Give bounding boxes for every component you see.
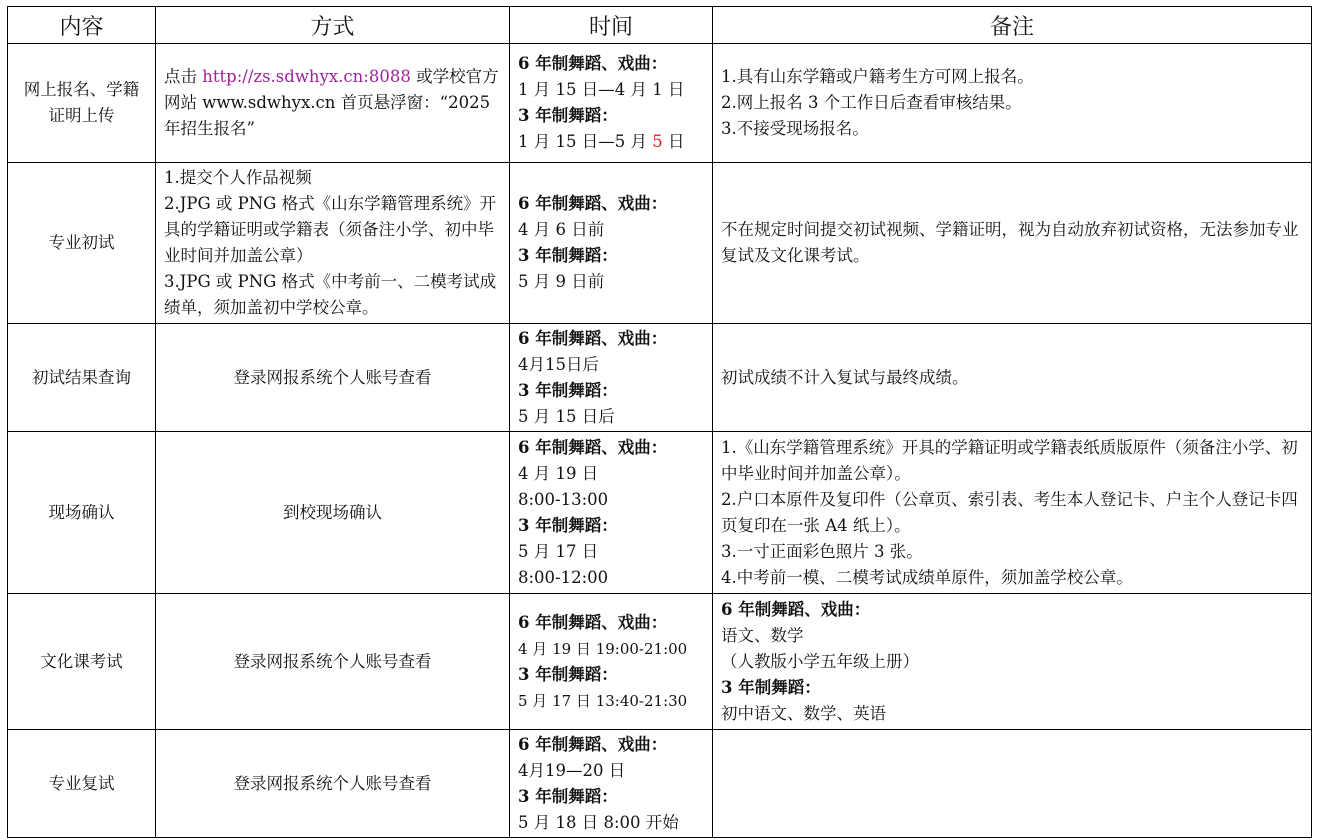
- table-row: [8, 594, 1312, 730]
- time-heading-3yr: 3 年制舞蹈：: [518, 246, 618, 265]
- row-notes: [713, 432, 1312, 594]
- highlight-date: 5: [652, 132, 663, 151]
- time-value-6yr: 4 月 19 日 19:00-21:00: [518, 639, 688, 658]
- row-time: [510, 163, 713, 324]
- time-range-3yr: 8:00-12:00: [518, 567, 609, 587]
- time-value-3yr-b: 日: [667, 132, 685, 151]
- row-item-label: 文化课考试: [8, 594, 156, 730]
- row-time: [510, 594, 713, 730]
- time-heading-3yr: 3 年制舞蹈：: [518, 664, 618, 684]
- note-line: 3.不接受现场报名。: [721, 119, 869, 138]
- time-heading-6yr: 6 年制舞蹈、戏曲：: [518, 194, 668, 213]
- time-value-3yr: 5 月 9 日前: [518, 272, 605, 291]
- method-line: 2.JPG 或 PNG 格式《山东学籍管理系统》开具的学籍证明或学籍表（须备注小学、初中毕业时间并加盖公章）: [164, 194, 497, 265]
- note-line: 3.一寸正面彩色照片 3 张。: [721, 541, 923, 561]
- time-value-3yr: 5 月 17 日 13:40-21:30: [518, 691, 688, 710]
- header-item: 内容: [8, 7, 156, 44]
- note-line: 1.《山东学籍管理系统》开具的学籍证明或学籍表纸质版原件（须备注小学、初中毕业时间并加盖公章）。: [721, 437, 1298, 483]
- time-value-6yr: 1 月 15 日—4 月 1 日: [518, 80, 685, 99]
- registration-link[interactable]: http://zs.sdwhyx.cn:8088: [202, 67, 411, 86]
- row-method: 登录网报系统个人账号查看: [156, 730, 510, 838]
- note-line: 2.户口本原件及复印件（公章页、索引表、考生本人登记卡、户主个人登记卡四页复印在一张 A4 纸上）。: [721, 489, 1298, 535]
- row-item-label: 现场确认: [8, 432, 156, 594]
- time-value-6yr: 4月15日后: [518, 354, 599, 374]
- note-textbook-6yr: （人教版小学五年级上册）: [721, 651, 919, 671]
- time-range-6yr: 8:00-13:00: [518, 489, 609, 509]
- row-item-label: 初试结果查询: [8, 324, 156, 432]
- row-method: [156, 44, 510, 163]
- note-subjects-3yr: 初中语文、数学、英语: [721, 703, 886, 723]
- table-header-row: [8, 7, 1312, 44]
- row-item-label: 专业复试: [8, 730, 156, 838]
- row-item-label: 网上报名、学籍证明上传: [8, 44, 156, 163]
- time-heading-3yr: 3 年制舞蹈：: [518, 106, 618, 125]
- row-method: [156, 163, 510, 324]
- method-suffix: 或学校官方网站 www.sdwhyx.cn 首页悬浮窗：“2025 年招生报名”: [164, 67, 499, 138]
- row-time: [510, 324, 713, 432]
- method-line: 3.JPG 或 PNG 格式《中考前一、二模考试成绩单，须加盖初中学校公章。: [164, 272, 497, 317]
- table-row: [8, 730, 1312, 838]
- row-method: 登录网报系统个人账号查看: [156, 324, 510, 432]
- time-heading-6yr: 6 年制舞蹈、戏曲：: [518, 54, 668, 73]
- table-row: [8, 432, 1312, 594]
- header-time: 时间: [510, 7, 713, 44]
- time-heading-6yr: 6 年制舞蹈、戏曲：: [518, 437, 668, 457]
- time-heading-3yr: 3 年制舞蹈：: [518, 515, 618, 535]
- row-notes: 初试成绩不计入复试与最终成绩。: [713, 324, 1312, 432]
- row-notes: [713, 730, 1312, 838]
- time-value-3yr: [518, 129, 704, 155]
- note-subjects-6yr: 语文、数学: [721, 625, 804, 645]
- row-notes: 不在规定时间提交初试视频、学籍证明，视为自动放弃初试资格，无法参加专业复试及文化课考试。: [713, 163, 1312, 324]
- row-method: 登录网报系统个人账号查看: [156, 594, 510, 730]
- row-item-label: 专业初试: [8, 163, 156, 324]
- note-line: 4.中考前一模、二模考试成绩单原件，须加盖学校公章。: [721, 567, 1133, 587]
- time-value-6yr: 4月19—20 日: [518, 760, 626, 780]
- table-row: [8, 44, 1312, 163]
- time-heading-6yr: 6 年制舞蹈、戏曲：: [518, 328, 668, 348]
- time-value-6yr: 4 月 6 日前: [518, 220, 605, 239]
- header-method: 方式: [156, 7, 510, 44]
- time-value-3yr-a: 1 月 15 日—5 月: [518, 132, 647, 151]
- method-prefix: 点击: [164, 67, 197, 86]
- row-time: [510, 730, 713, 838]
- time-value-6yr: 4 月 19 日: [518, 463, 599, 483]
- method-line: 1.提交个人作品视频: [164, 168, 312, 187]
- time-value-3yr: 5 月 17 日: [518, 541, 599, 561]
- table-row: [8, 163, 1312, 324]
- admission-schedule-table: [7, 6, 1312, 838]
- time-heading-6yr: 6 年制舞蹈、戏曲：: [518, 612, 668, 632]
- table-row: [8, 324, 1312, 432]
- note-heading-3yr: 3 年制舞蹈：: [721, 677, 821, 697]
- time-value-3yr: 5 月 18 日 8:00 开始: [518, 812, 679, 832]
- note-line: 2.网上报名 3 个工作日后查看审核结果。: [721, 93, 1022, 112]
- time-heading-3yr: 3 年制舞蹈：: [518, 786, 618, 806]
- time-heading-3yr: 3 年制舞蹈：: [518, 380, 618, 400]
- header-notes: 备注: [713, 7, 1312, 44]
- row-time: [510, 44, 713, 163]
- row-notes: [713, 594, 1312, 730]
- note-line: 1.具有山东学籍或户籍考生方可网上报名。: [721, 67, 1034, 86]
- row-time: [510, 432, 713, 594]
- row-notes: [713, 44, 1312, 163]
- time-heading-6yr: 6 年制舞蹈、戏曲：: [518, 734, 668, 754]
- time-value-3yr: 5 月 15 日后: [518, 406, 615, 426]
- note-heading-6yr: 6 年制舞蹈、戏曲：: [721, 599, 871, 619]
- row-method: 到校现场确认: [156, 432, 510, 594]
